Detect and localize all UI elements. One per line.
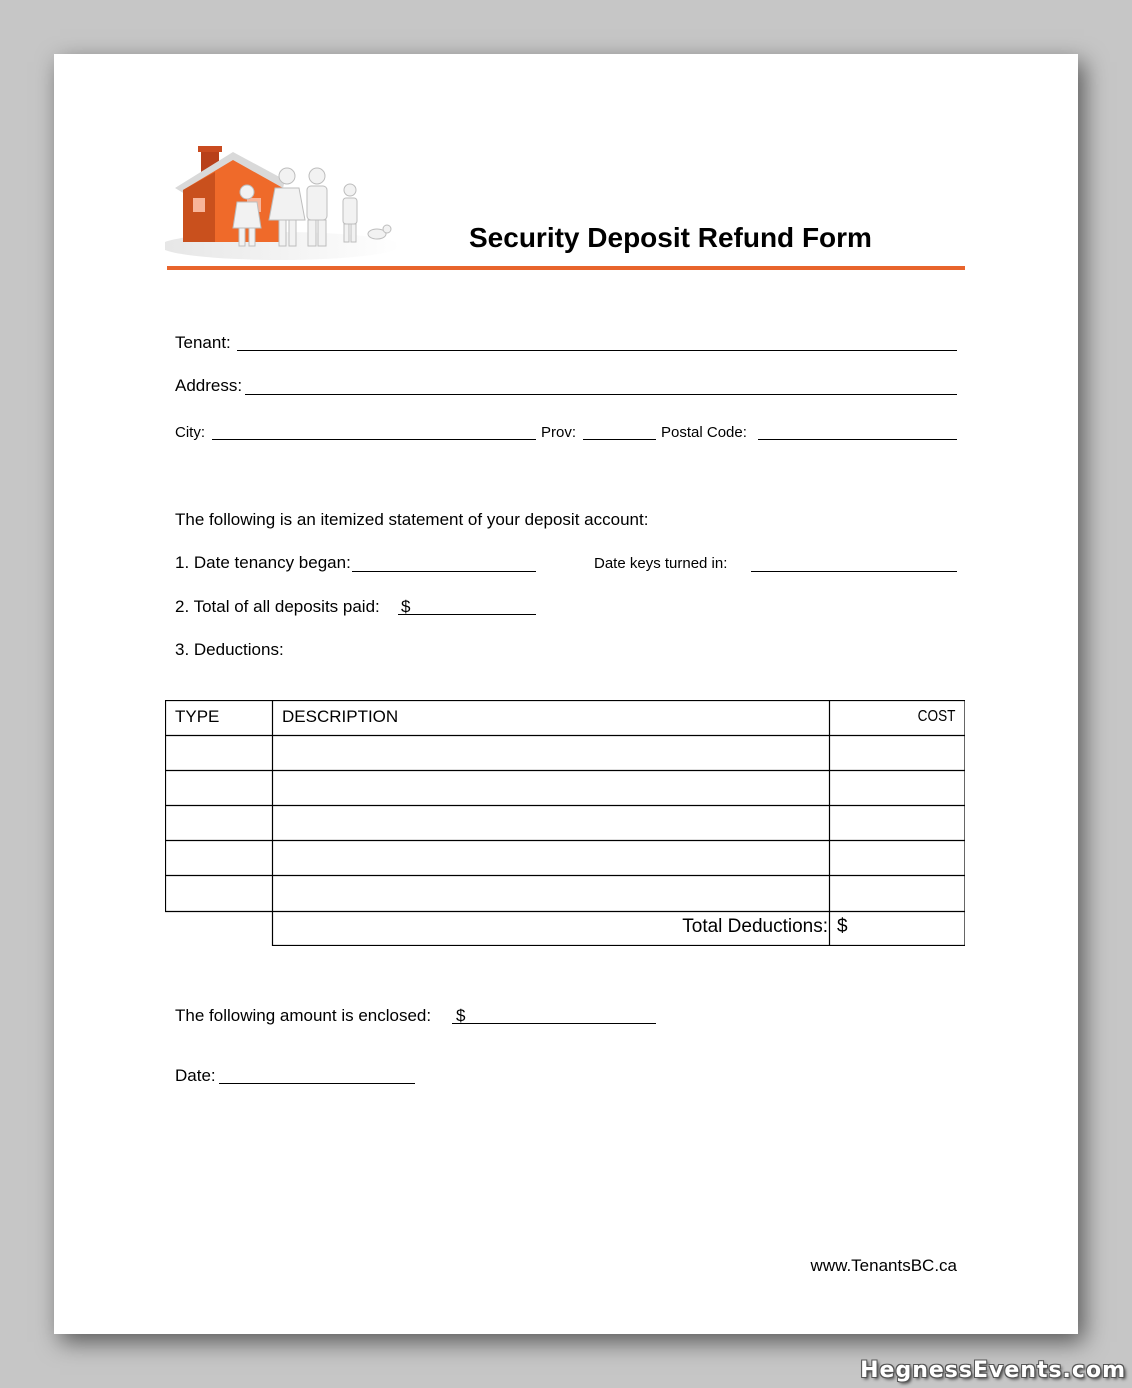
city-field[interactable] (212, 439, 536, 440)
cost-column-header: COST (917, 708, 955, 725)
cost-cells[interactable] (830, 736, 965, 911)
date-keys-field[interactable] (751, 571, 957, 572)
address-field[interactable] (245, 394, 957, 395)
total-deposits-field[interactable] (398, 614, 536, 615)
description-column-header: DESCRIPTION (282, 707, 399, 726)
date-field[interactable] (219, 1083, 415, 1084)
date-tenancy-began-field[interactable] (352, 571, 536, 572)
statement-intro: The following is an itemized statement of your deposit account: (175, 510, 649, 529)
house-family-logo (165, 140, 405, 268)
watermark: HegnessEvents.com (860, 1358, 1126, 1383)
address-label: Address: (175, 376, 243, 395)
enclosed-amount-field[interactable] (452, 1023, 656, 1024)
type-column-header: TYPE (175, 707, 220, 726)
postal-code-label: Postal Code: (661, 424, 747, 441)
enclosed-amount-dollar: $ (456, 1006, 466, 1025)
title-divider (167, 266, 965, 270)
tenant-field[interactable] (237, 350, 957, 351)
enclosed-amount-label: The following amount is enclosed: (175, 1006, 432, 1025)
postal-code-field[interactable] (758, 439, 957, 440)
date-tenancy-began-label: 1. Date tenancy began: (175, 553, 351, 572)
footer-url[interactable]: www.TenantsBC.ca (810, 1256, 957, 1275)
deductions-label: 3. Deductions: (175, 640, 284, 659)
total-deductions-field[interactable] (852, 913, 964, 945)
prov-field[interactable] (583, 439, 656, 440)
prov-label: Prov: (541, 424, 577, 441)
type-cells[interactable] (166, 736, 272, 911)
date-label: Date: (175, 1066, 216, 1085)
tenant-label: Tenant: (175, 333, 231, 352)
city-label: City: (175, 424, 205, 441)
date-keys-label: Date keys turned in: (594, 555, 728, 572)
total-deductions-label: Total Deductions: (682, 916, 828, 937)
total-deposits-label: 2. Total of all deposits paid: (175, 597, 380, 616)
page-title: Security Deposit Refund Form (469, 222, 872, 253)
total-deposits-dollar: $ (401, 597, 411, 616)
total-deductions-dollar: $ (837, 916, 848, 937)
description-cells[interactable] (273, 736, 829, 911)
